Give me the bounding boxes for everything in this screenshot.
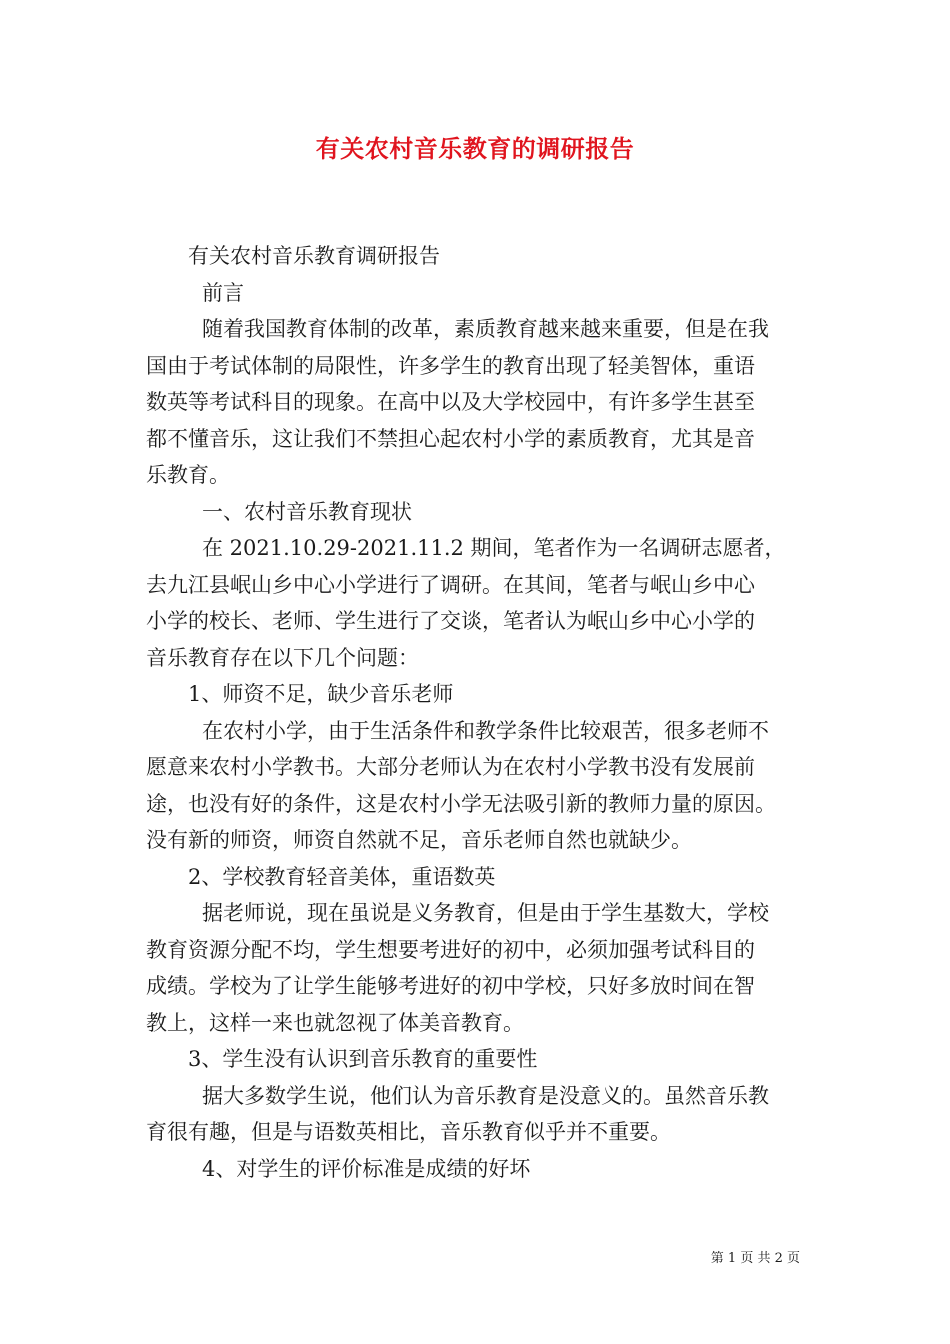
body-line: 前言 [202,280,244,305]
body-line: 在 2021.10.29-2021.11.2 期间，笔者作为一名调研志愿者， [202,536,786,560]
body-line: 教育资源分配不均，学生想要考进好的初中，必须加强考试科目的 [146,937,755,962]
body-line: 据老师说，现在虽说是义务教育，但是由于学生基数大，学校 [202,901,769,925]
body-line: 在农村小学，由于生活条件和教学条件比较艰苦，很多老师不 [202,718,769,743]
body-line: 数英等考试科目的现象。在高中以及大学校园中，有许多学生甚至 [146,390,755,414]
body-line: 2、学校教育轻音美体，重语数英 [188,864,496,889]
body-line: 教上，这样一来也就忽视了体美音教育。 [146,1010,524,1035]
body-line: 成绩。学校为了让学生能够考进好的初中学校，只好多放时间在智 [146,974,755,998]
body-line: 一、农村音乐教育现状 [202,499,412,524]
body-line: 4、对学生的评价标准是成绩的好坏 [202,1156,531,1181]
body-line: 育很有趣，但是与语数英相比，音乐教育似乎并不重要。 [146,1120,671,1144]
body-line: 国由于考试体制的局限性，许多学生的教育出现了轻美智体，重语 [146,353,755,378]
body-line: 去九江县岷山乡中心小学进行了调研。在其间，笔者与岷山乡中心 [146,572,755,597]
body-line: 3、学生没有认识到音乐教育的重要性 [188,1047,538,1071]
body-line: 愿意来农村小学教书。大部分老师认为在农村小学教书没有发展前 [146,755,755,779]
body-line: 有关农村音乐教育调研报告 [188,244,440,268]
body-line: 据大多数学生说，他们认为音乐教育是没意义的。虽然音乐教 [202,1083,769,1108]
document-title: 有关农村音乐教育的调研报告 [315,134,635,163]
body-line: 随着我国教育体制的改革，素质教育越来越来重要，但是在我 [202,317,769,341]
page-footer: 第 1 页 共 2 页 [710,1251,800,1266]
body-line: 没有新的师资，师资自然就不足，音乐老师自然也就缺少。 [146,828,692,852]
body-line: 乐教育。 [146,463,230,487]
body-line: 音乐教育存在以下几个问题： [146,645,419,670]
document-body [146,238,826,1187]
body-line: 1、师资不足，缺少音乐老师 [188,682,454,706]
body-line: 都不懂音乐，这让我们不禁担心起农村小学的素质教育，尤其是音 [146,426,755,451]
body-line: 途，也没有好的条件，这是农村小学无法吸引新的教师力量的原因。 [146,791,776,816]
body-line: 小学的校长、老师、学生进行了交谈，笔者认为岷山乡中心小学的 [146,609,755,633]
